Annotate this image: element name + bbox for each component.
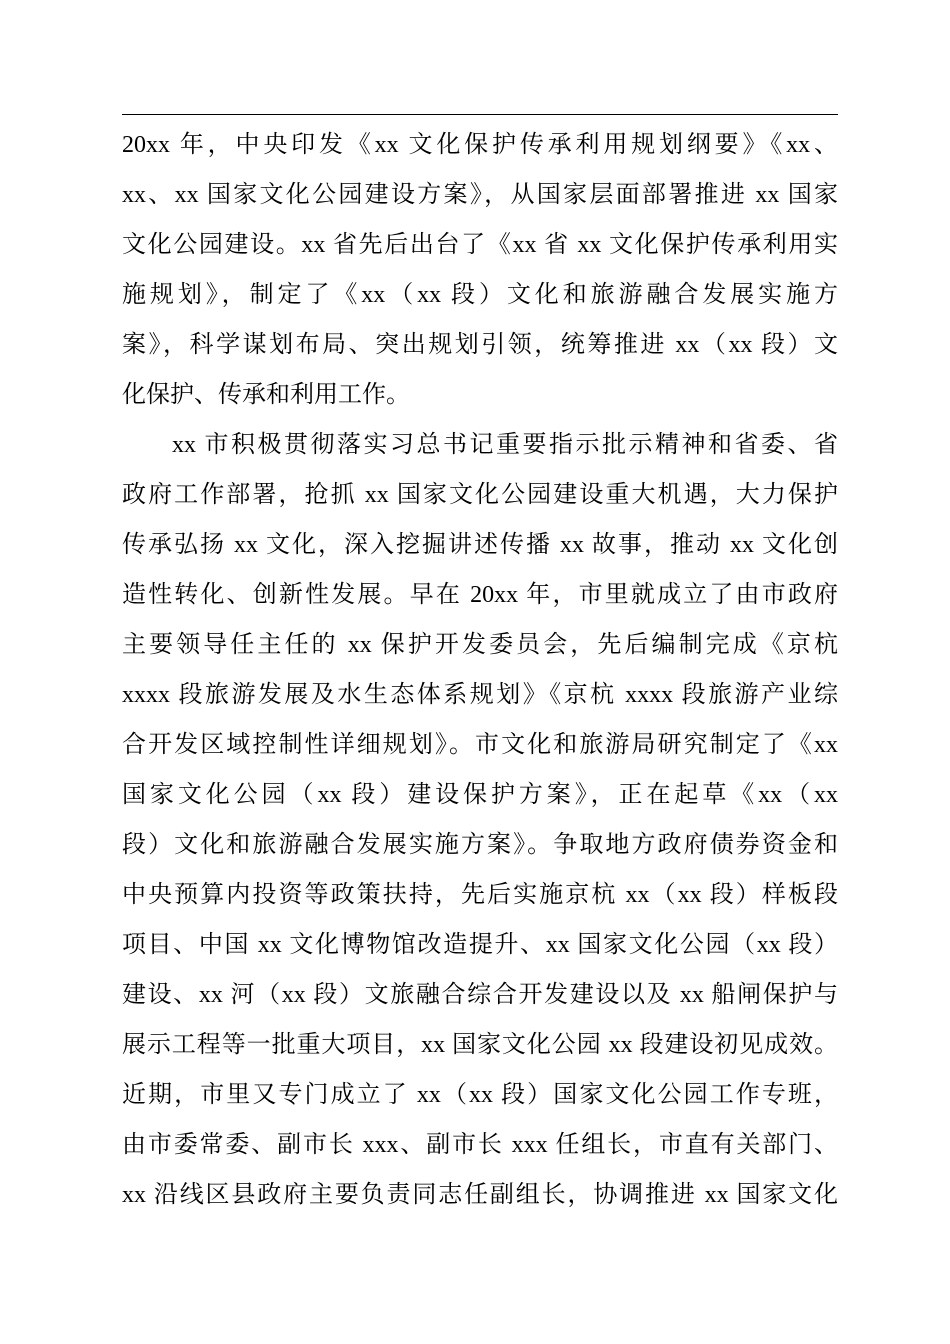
paragraph-2: [122, 420, 838, 1220]
text-line: 国家文化公园（xx 段）建设保护方案》，正在起草《xx（xx: [122, 782, 838, 808]
text-line: 案》，科学谋划布局、突出规划引领，统筹推进 xx（xx 段）文: [122, 332, 838, 358]
text-line: 施规划》，制定了《xx（xx 段）文化和旅游融合发展实施方: [122, 282, 838, 308]
text-line: 项目、中国 xx 文化博物馆改造提升、xx 国家文化公园（xx 段）: [122, 932, 838, 958]
text-line: 化保护、传承和利用工作。: [122, 382, 410, 408]
text-line: 展示工程等一批重大项目，xx 国家文化公园 xx 段建设初见成效。: [122, 1032, 838, 1058]
text-line: xx 沿线区县政府主要负责同志任副组长，协调推进 xx 国家文化: [122, 1182, 838, 1208]
text-line: xxxx 段旅游发展及水生态体系规划》《京杭 xxxx 段旅游产业综: [122, 682, 838, 708]
text-line: 近期，市里又专门成立了 xx（xx 段）国家文化公园工作专班，: [122, 1082, 838, 1108]
text-line: 政府工作部署，抢抓 xx 国家文化公园建设重大机遇，大力保护: [122, 482, 838, 508]
paragraph-1: [122, 120, 838, 420]
text-line: 20xx 年，中央印发《xx 文化保护传承利用规划纲要》《xx、: [122, 132, 838, 158]
text-line: xx 市积极贯彻落实习总书记重要指示批示精神和省委、省: [172, 432, 838, 458]
text-line: 由市委常委、副市长 xxx、副市长 xxx 任组长，市直有关部门、: [122, 1132, 838, 1158]
text-line: 段）文化和旅游融合发展实施方案》。争取地方政府债券资金和: [122, 832, 838, 858]
text-line: xx、xx 国家文化公园建设方案》，从国家层面部署推进 xx 国家: [122, 182, 838, 208]
text-line: 合开发区域控制性详细规划》。市文化和旅游局研究制定了《xx: [122, 732, 838, 758]
document-body: [122, 120, 838, 1220]
text-line: 建设、xx 河（xx 段）文旅融合综合开发建设以及 xx 船闸保护与: [122, 982, 838, 1008]
text-line: 中央预算内投资等政策扶持，先后实施京杭 xx（xx 段）样板段: [122, 882, 838, 908]
text-line: 文化公园建设。xx 省先后出台了《xx 省 xx 文化保护传承利用实: [122, 232, 838, 258]
text-line: 传承弘扬 xx 文化，深入挖掘讲述传播 xx 故事，推动 xx 文化创: [122, 532, 838, 558]
text-line: 主要领导任主任的 xx 保护开发委员会，先后编制完成《京杭: [122, 632, 838, 658]
header-rule: [122, 114, 838, 115]
text-line: 造性转化、创新性发展。早在 20xx 年，市里就成立了由市政府: [122, 582, 838, 608]
